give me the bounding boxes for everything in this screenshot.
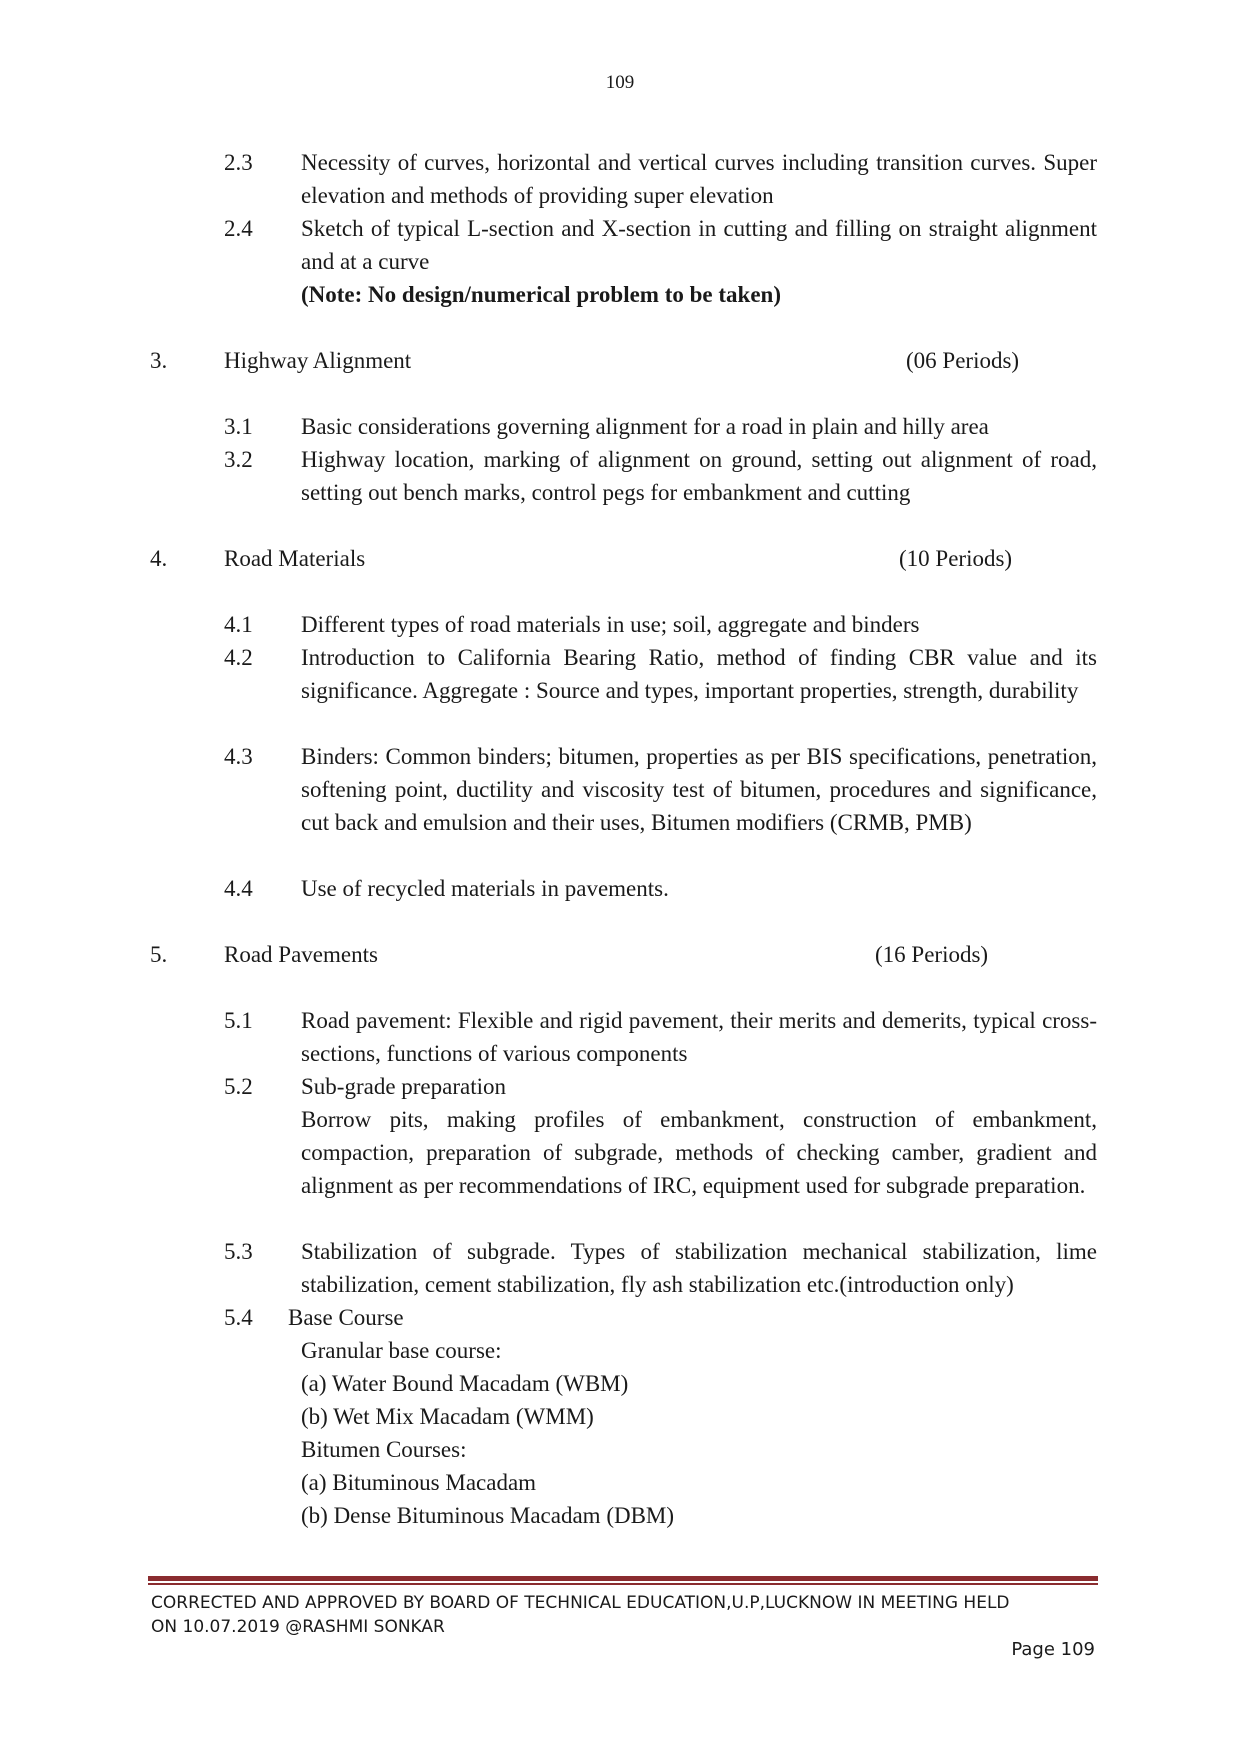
item-number: 3.2 [224, 447, 253, 472]
footer-divider-thin [148, 1583, 1098, 1585]
item-number: 5.1 [224, 1008, 253, 1033]
section-title: Highway Alignment [224, 348, 412, 373]
item-3-1-text: Basic considerations governing alignment for a road in plain and hilly area [301, 414, 989, 439]
section-number: 5. [150, 942, 168, 967]
footer-line-2: ON 10.07.2019 @RASHMI SONKAR [151, 1617, 445, 1637]
footer-line-1: CORRECTED AND APPROVED BY BOARD OF TECHNICAL EDUCATION,U.P,LUCKNOW IN MEETING HELD [151, 1593, 1010, 1613]
section-periods: (16 Periods) [875, 942, 989, 967]
item-5-2-title: Sub-grade preparation [301, 1074, 507, 1099]
item-number: 5.4 [224, 1305, 253, 1330]
footer-divider [148, 1576, 1098, 1581]
item-4-3-text: Binders: Common binders; bitumen, properties as per BIS specifications, penetration, softening point, ductility and viscosity test of bitumen, procedures and significance, cut back and emulsion and their uses, Bitumen modifiers (CRMB, PMB) [301, 744, 1097, 835]
base-course-line: (b) Dense Bituminous Macadam (DBM) [301, 1503, 675, 1528]
section-number: 3. [150, 348, 168, 373]
item-number: 4.4 [224, 876, 253, 901]
item-5-3-text: Stabilization of subgrade. Types of stabilization mechanical stabilization, lime stabilization, cement stabilization, fly ash stabilization etc.(introduction only) [301, 1239, 1097, 1297]
page-number-top: 109 [605, 72, 635, 93]
item-2-3-text: Necessity of curves, horizontal and vertical curves including transition curves. Super elevation and methods of providing super elevation [301, 150, 1097, 208]
item-number: 5.3 [224, 1239, 253, 1264]
section-periods: (06 Periods) [906, 348, 1020, 373]
item-number: 2.3 [224, 150, 253, 175]
base-course-line: Bitumen Courses: [301, 1437, 467, 1462]
item-number: 3.1 [224, 414, 253, 439]
base-course-line: (b) Wet Mix Macadam (WMM) [301, 1404, 594, 1429]
section-periods: (10 Periods) [899, 546, 1013, 571]
item-4-4-text: Use of recycled materials in pavements. [301, 876, 669, 901]
section-title: Road Pavements [224, 942, 378, 967]
base-course-line: (a) Water Bound Macadam (WBM) [301, 1371, 629, 1396]
item-5-4-title: Base Course [288, 1305, 404, 1330]
section-number: 4. [150, 546, 168, 571]
item-number: 2.4 [224, 216, 253, 241]
footer-page-number: Page 109 [1011, 1639, 1095, 1660]
section-title: Road Materials [224, 546, 366, 571]
base-course-line: (a) Bituminous Macadam [301, 1470, 537, 1495]
item-number: 4.2 [224, 645, 253, 670]
item-2-4-text: Sketch of typical L-section and X-section in cutting and filling on straight alignment and at a curve [301, 216, 1097, 274]
item-5-2-text: Borrow pits, making profiles of embankment, construction of embankment, compaction, preparation of subgrade, methods of checking camber, gradient and alignment as per recommendations of IRC, equipment used for subgrade preparation. [301, 1107, 1097, 1198]
item-3-2-text: Highway location, marking of alignment on ground, setting out alignment of road, setting out bench marks, control pegs for embankment and cutting [301, 447, 1097, 505]
item-number: 5.2 [224, 1074, 253, 1099]
base-course-line: Granular base course: [301, 1338, 502, 1363]
item-number: 4.3 [224, 744, 253, 769]
footer-approval [151, 1591, 1101, 1639]
item-number: 4.1 [224, 612, 253, 637]
item-5-1-text: Road pavement: Flexible and rigid pavement, their merits and demerits, typical cross-sections, functions of various components [301, 1008, 1097, 1066]
note-text: (Note: No design/numerical problem to be taken) [301, 282, 781, 307]
item-4-2-text: Introduction to California Bearing Ratio, method of finding CBR value and its significance. Aggregate : Source and types, important properties, strength, durability [301, 645, 1097, 703]
item-4-1-text: Different types of road materials in use; soil, aggregate and binders [301, 612, 920, 637]
